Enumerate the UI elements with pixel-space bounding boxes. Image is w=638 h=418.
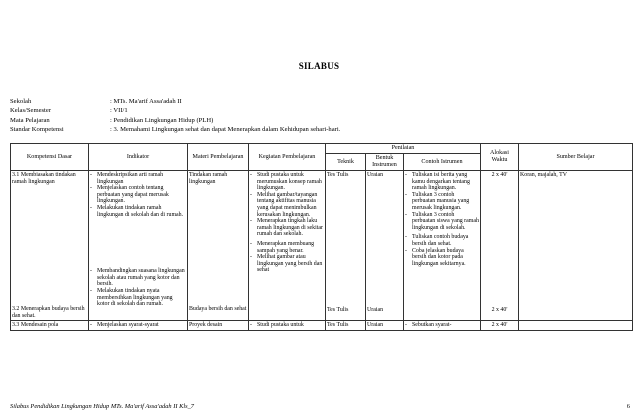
- list-item: - Sebutkan syarat-: [405, 322, 452, 329]
- alokasi-text: 2 x 40': [491, 306, 508, 313]
- list-item: - Membandingkan suasana lingkungan sekolah atau rumah yang kotor dan bersih.: [90, 268, 185, 288]
- teknik-cell: [326, 171, 366, 321]
- spacer: [367, 179, 402, 307]
- list-item: - Tuliskan contoh budaya bersih dan sehat.: [405, 234, 469, 247]
- table-header-row: [11, 144, 633, 154]
- page-number: 6: [626, 403, 630, 410]
- alokasi-text: 2 x 40': [491, 172, 508, 178]
- kd-text: 3.2 Menerapkan budaya bersih dan sehat.: [12, 306, 85, 319]
- list-item: - Tuliskan 3 contoh perbuatan siswa yang ramah lingkungan di sekolah.: [405, 211, 479, 231]
- list-item: - Menerapkan membuang sampah yang benar.: [250, 240, 315, 254]
- list-item: - Menerapkan tingkah laku ramah lingkungan di sekitar rumah dan sekolah.: [250, 218, 323, 238]
- kd-cell: 3.3 Mendesain pola: [11, 321, 89, 331]
- info-value: : VII/1: [110, 107, 128, 115]
- list-item: - Coba jelaskan budaya bersih dan kotor pada lingkungan sekitarnya.: [405, 247, 466, 267]
- footer-document-title: Silabus Pendidikan Lingkungan Hidup MTs. Ma'arif Assa'adah II Kls_7: [10, 403, 194, 410]
- list-item: - Tuliskan 3 contoh perbuatan manusia yang merusak lingkungan.: [405, 191, 470, 211]
- info-row-class: [10, 106, 340, 115]
- teknik-text: Tes Tulis: [327, 172, 349, 178]
- info-label: Kelas/Semester: [10, 107, 52, 115]
- list-item: - Melakukan tindakan ramah lingkungan di sekolah dan di rumah.: [90, 204, 184, 218]
- teknik-cell: Tes Tulis: [326, 321, 366, 331]
- kegiatan-cell: [249, 321, 326, 331]
- header-penilaian: Penilaian: [326, 144, 481, 154]
- header-teknik: Teknik: [326, 154, 366, 171]
- list-item: - Tuliskan isi berita yang kamu dengarkan tentang ramah lingkungan.: [405, 172, 470, 192]
- contoh-cell: [404, 321, 481, 331]
- materi-text: Budaya bersih dan sehat: [189, 306, 247, 313]
- info-label: Sekolah: [10, 98, 32, 105]
- spacer: [90, 218, 186, 268]
- bentuk-cell: Uraian: [366, 321, 404, 331]
- table-row: [11, 171, 633, 321]
- info-value: : 3. Memahami Lingkungan sehat dan dapat Menerapkan dalam Kehidupan sehari-hari.: [110, 125, 341, 133]
- info-value: : MTs. Ma'arif Assa'adah II: [110, 98, 182, 105]
- materi-text: Tindakan ramah lingkungan: [189, 172, 228, 185]
- info-value: : Pendidikan Lingkungan Hidup (PLH): [110, 116, 214, 124]
- kd-text: 3.1 Membiasakan tindakan ramah lingkungan: [12, 172, 76, 185]
- spacer: [12, 185, 87, 306]
- sumber-cell: [519, 321, 633, 331]
- header-kd: Kompetensi Dasar: [11, 144, 89, 171]
- materi-cell: Proyek desain: [188, 321, 249, 331]
- list-item: - Mendeskripsikan arti ramah lingkungan: [90, 172, 164, 185]
- list-item: - Melihat gambar atau lingkungan yang bersih dan sehat: [250, 254, 323, 274]
- list-item: - Melihat gambar/tayangan tentang aktifitas manusia yang dapat menimbulkan kerusakan lingkungan.: [250, 191, 318, 218]
- sumber-cell: [519, 171, 633, 321]
- materi-cell: [188, 171, 249, 321]
- info-row-subject: [10, 116, 340, 125]
- info-row-competency: [10, 125, 340, 134]
- header-indikator: Indikator: [89, 144, 188, 171]
- syllabus-info: [10, 97, 340, 134]
- spacer: [189, 185, 247, 306]
- list-item: - Studi pustaka untuk: [250, 322, 304, 329]
- list-item: - Studi pustaka untuk merumuskan konsep ramah lingkungan.: [250, 172, 322, 192]
- list-item: - Menjelaskan syarat-syarat: [90, 322, 159, 329]
- sumber-text: Koran, majalah, TV: [520, 172, 568, 178]
- header-materi: Materi Pembelajaran: [188, 144, 249, 171]
- header-sumber: Sumber Belajar: [519, 144, 633, 171]
- info-label: Standar Kompetensi: [10, 125, 64, 133]
- spacer: [482, 179, 517, 307]
- syllabus-table: [10, 143, 633, 331]
- indikator-cell: [89, 321, 188, 331]
- header-contoh: Contoh Istrumen: [404, 154, 481, 171]
- list-item: - Melakukan tindakan nyata membersihkan lingkungan yang kotor di sekolah dan rumah.: [90, 287, 173, 308]
- table-row: [11, 321, 633, 331]
- info-label: Mata Pelajaran: [10, 116, 50, 124]
- kegiatan-cell: [249, 171, 326, 321]
- list-item: - Menjelaskan contoh tentang perbuatan yang dapat merusak lingkungan.: [90, 185, 169, 205]
- info-row-school: [10, 97, 340, 106]
- bentuk-cell: [366, 171, 404, 321]
- header-kegiatan: Kegiatan Pembelajaran: [249, 144, 326, 171]
- page-title: SILABUS: [298, 61, 340, 71]
- header-bentuk: Bentuk Instrumen: [366, 154, 404, 171]
- contoh-cell: [404, 171, 481, 321]
- teknik-text: Tes Tulis: [327, 306, 349, 313]
- spacer: [327, 179, 364, 307]
- indikator-cell: [89, 171, 188, 321]
- bentuk-text: Uraian: [367, 306, 384, 313]
- header-alokasi: Alokasi Waktu: [481, 144, 519, 171]
- alokasi-cell: [481, 171, 519, 321]
- kd-cell: [11, 171, 89, 321]
- alokasi-cell: 2 x 40': [481, 321, 519, 331]
- bentuk-text: Uraian: [367, 172, 384, 178]
